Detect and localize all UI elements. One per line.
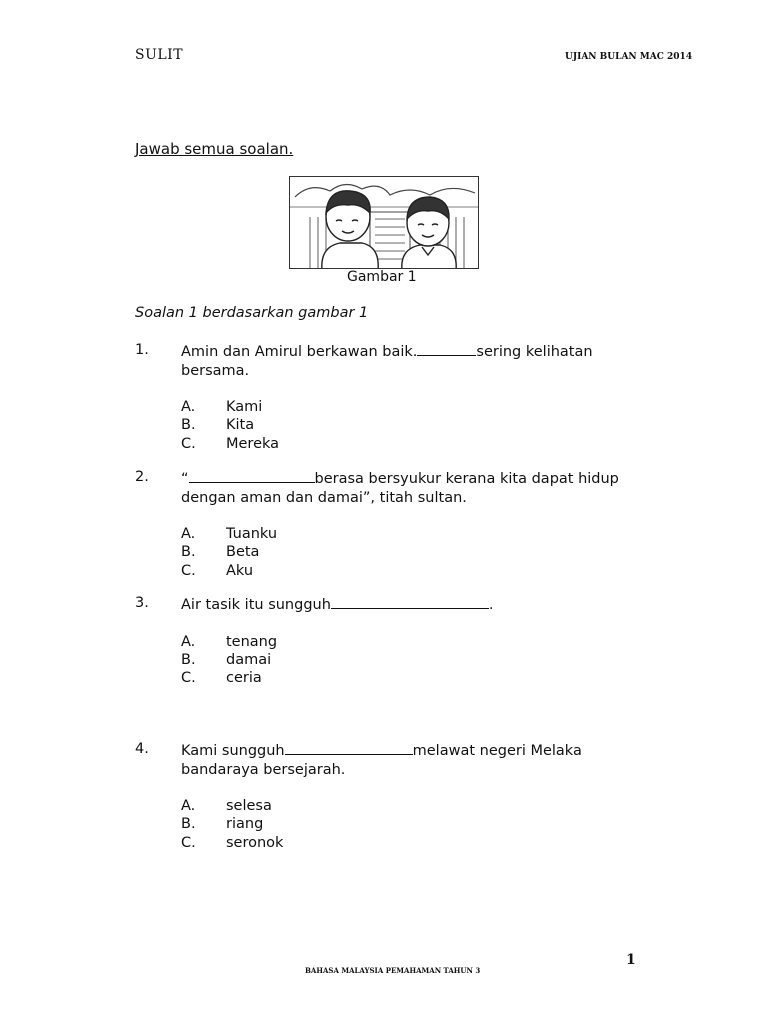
option-text: riang (226, 816, 264, 833)
stem-text-after: berasa bersyukur kerana kita dapat hidup dengan aman dan damai”, titah sultan. (181, 471, 619, 506)
question-1 (135, 341, 635, 453)
option-letter: A. (181, 798, 196, 814)
option-text: Kami (226, 399, 263, 415)
stem-text-before: Amin dan Amirul berkawan baik. (181, 344, 418, 360)
option-c[interactable] (181, 669, 635, 687)
option-text: Beta (226, 544, 260, 561)
option-text: Aku (226, 562, 254, 579)
option-letter: C. (181, 562, 196, 579)
boys-illustration (290, 177, 479, 269)
stem-text-before: Air tasik itu sungguh (181, 597, 331, 613)
option-letter: A. (181, 399, 196, 415)
option-b[interactable] (181, 815, 635, 833)
option-text: tenang (226, 633, 278, 650)
option-text: Tuanku (226, 526, 278, 542)
header-exam-title: UJIAN BULAN MAC 2014 (565, 52, 693, 62)
options-list (181, 633, 635, 688)
figure-illustration (289, 176, 479, 269)
option-a[interactable] (181, 633, 635, 651)
option-a[interactable] (181, 525, 635, 543)
question-2 (135, 468, 635, 580)
answer-blank[interactable] (189, 468, 315, 483)
option-a[interactable] (181, 797, 635, 815)
option-text: damai (226, 651, 272, 668)
page-number: 1 (626, 952, 636, 968)
footer-subject: BAHASA MALAYSIA PEMAHAMAN TAHUN 3 (305, 966, 481, 975)
stem-text-before: “ (181, 471, 189, 487)
option-text: seronok (226, 834, 284, 851)
option-text: selesa (226, 798, 272, 814)
option-c[interactable] (181, 435, 635, 453)
question-stem (181, 468, 635, 507)
question-number: 3. (135, 595, 149, 611)
option-letter: A. (181, 526, 196, 542)
figure-caption: Gambar 1 (347, 269, 417, 285)
option-a[interactable] (181, 398, 635, 416)
option-letter: C. (181, 670, 196, 687)
option-letter: B. (181, 417, 196, 434)
option-letter: C. (181, 834, 196, 851)
question-stem (181, 740, 635, 779)
header-sulit: SULIT (135, 47, 184, 63)
options-list (181, 525, 635, 580)
option-b[interactable] (181, 416, 635, 434)
options-list (181, 797, 635, 852)
answer-blank[interactable] (331, 594, 489, 609)
stem-text-after: melawat negeri Melaka bandaraya bersejarah. (181, 743, 582, 778)
question-number: 1. (135, 342, 149, 358)
option-letter: A. (181, 633, 196, 650)
section-subtitle: Soalan 1 berdasarkan gambar 1 (135, 305, 369, 321)
stem-text-after: . (488, 597, 494, 613)
answer-blank[interactable] (285, 740, 413, 755)
question-4 (135, 740, 635, 852)
option-text: ceria (226, 670, 262, 687)
option-c[interactable] (181, 834, 635, 852)
stem-text-after: sering kelihatan bersama. (181, 344, 593, 379)
option-letter: C. (181, 435, 196, 452)
stem-text-before: Kami sungguh (181, 743, 285, 759)
option-c[interactable] (181, 562, 635, 580)
question-number: 2. (135, 469, 149, 485)
question-3 (135, 594, 635, 687)
options-list (181, 398, 635, 453)
question-number: 4. (135, 741, 149, 757)
question-stem (181, 594, 635, 615)
option-letter: B. (181, 544, 196, 561)
option-b[interactable] (181, 543, 635, 561)
option-text: Mereka (226, 435, 280, 452)
question-stem (181, 341, 635, 380)
option-letter: B. (181, 651, 196, 668)
option-text: Kita (226, 417, 255, 434)
option-b[interactable] (181, 651, 635, 669)
instruction: Jawab semua soalan. (135, 140, 294, 158)
option-letter: B. (181, 816, 196, 833)
answer-blank[interactable] (417, 341, 476, 356)
